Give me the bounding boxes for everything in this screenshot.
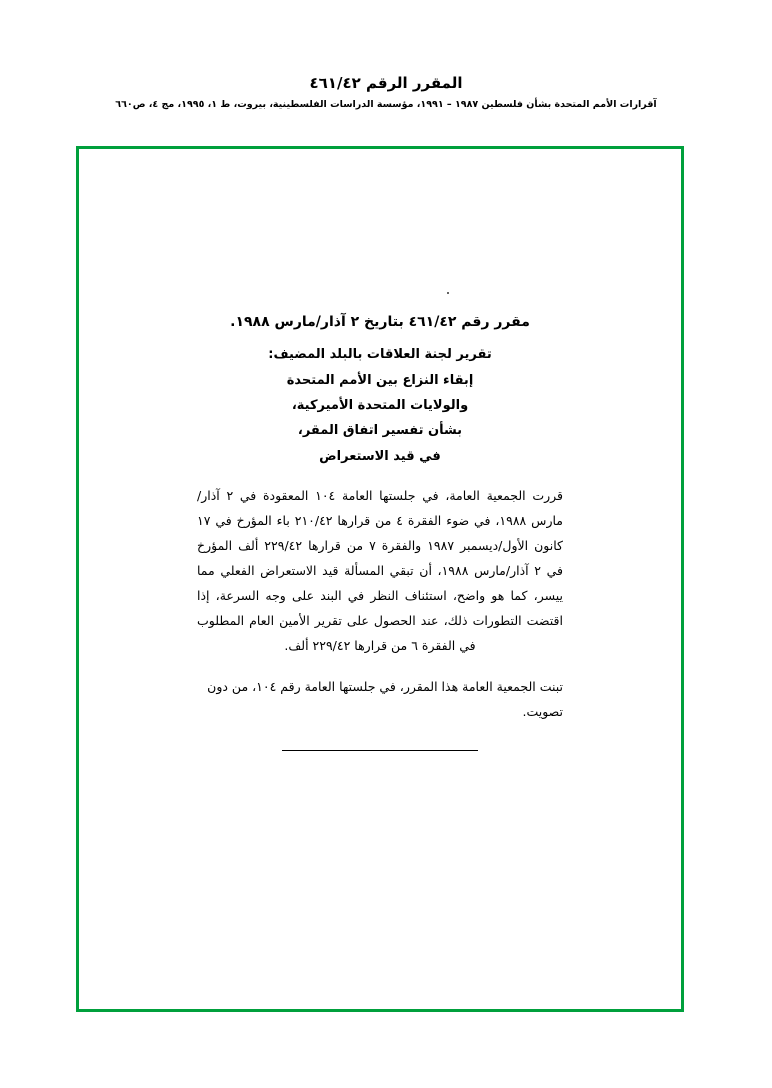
horizontal-rule bbox=[282, 750, 478, 751]
resolution-heading-block bbox=[197, 309, 563, 469]
document-header bbox=[0, 74, 772, 111]
frame-inner-content bbox=[79, 309, 681, 751]
body-paragraph-1: قررت الجمعية العامة، في جلستها العامة ١٠٤ المعقودة في ٢ آذار/مارس ١٩٨٨، في ضوء الفقرة ٤ من قرارها ٢١٠/٤٢ باء المؤرخ في ١٧ كانون الأول/ديسمبر ١٩٨٧ والفقرة ٧ من قرارها ٢٢٩/٤٢ ألف المؤرخ في ٢ آذار/مارس ١٩٨٨، أن تبقي المسألة قيد الاستعراض الفعلي مما ييسر، كما هو واضح، استئناف النظر في البند على وجه السرعة، إذا اقتضت التطورات ذلك، عند الحصول على تقرير الأمين العام المطلوب في الفقرة ٦ من قرارها ٢٢٩/٤٢ ألف. bbox=[197, 488, 564, 654]
green-bordered-content-frame bbox=[76, 146, 684, 1012]
heading-line-3: إبقاء النزاع بين الأمم المتحدة bbox=[286, 372, 474, 388]
body-paragraph-2: تبنت الجمعية العامة هذا المقرر، في جلستها العامة رقم ١٠٤، من دون تصويت. bbox=[207, 679, 563, 720]
heading-line-2: تقرير لجنة العلاقات بالبلد المضيف: bbox=[268, 347, 492, 363]
resolution-number-date-line: مقرر رقم ٤٦١/٤٢ بتاريخ ٢ آذار/مارس ١٩٨٨. bbox=[230, 314, 530, 330]
document-source-citation: آقرارات الأمم المتحدة بشأن فلسطين ١٩٨٧ – ١٩٩١، مؤسسة الدراسات الفلسطينية، بيروت، ط ١، ١٩٩٥، مج ٤، ص٦٦٠ bbox=[115, 99, 657, 110]
document-title: المقرر الرقم ٤٦١/٤٢ bbox=[309, 74, 463, 92]
heading-line-5: بشأن تفسير اتفاق المقر، bbox=[297, 423, 463, 439]
heading-line-6: في قيد الاستعراض bbox=[319, 448, 441, 464]
bottom-rule-container bbox=[197, 724, 563, 751]
heading-line-4: والولايات المتحدة الأميركية، bbox=[291, 397, 469, 413]
resolution-body bbox=[197, 483, 563, 724]
stray-dot-mark bbox=[447, 292, 449, 294]
